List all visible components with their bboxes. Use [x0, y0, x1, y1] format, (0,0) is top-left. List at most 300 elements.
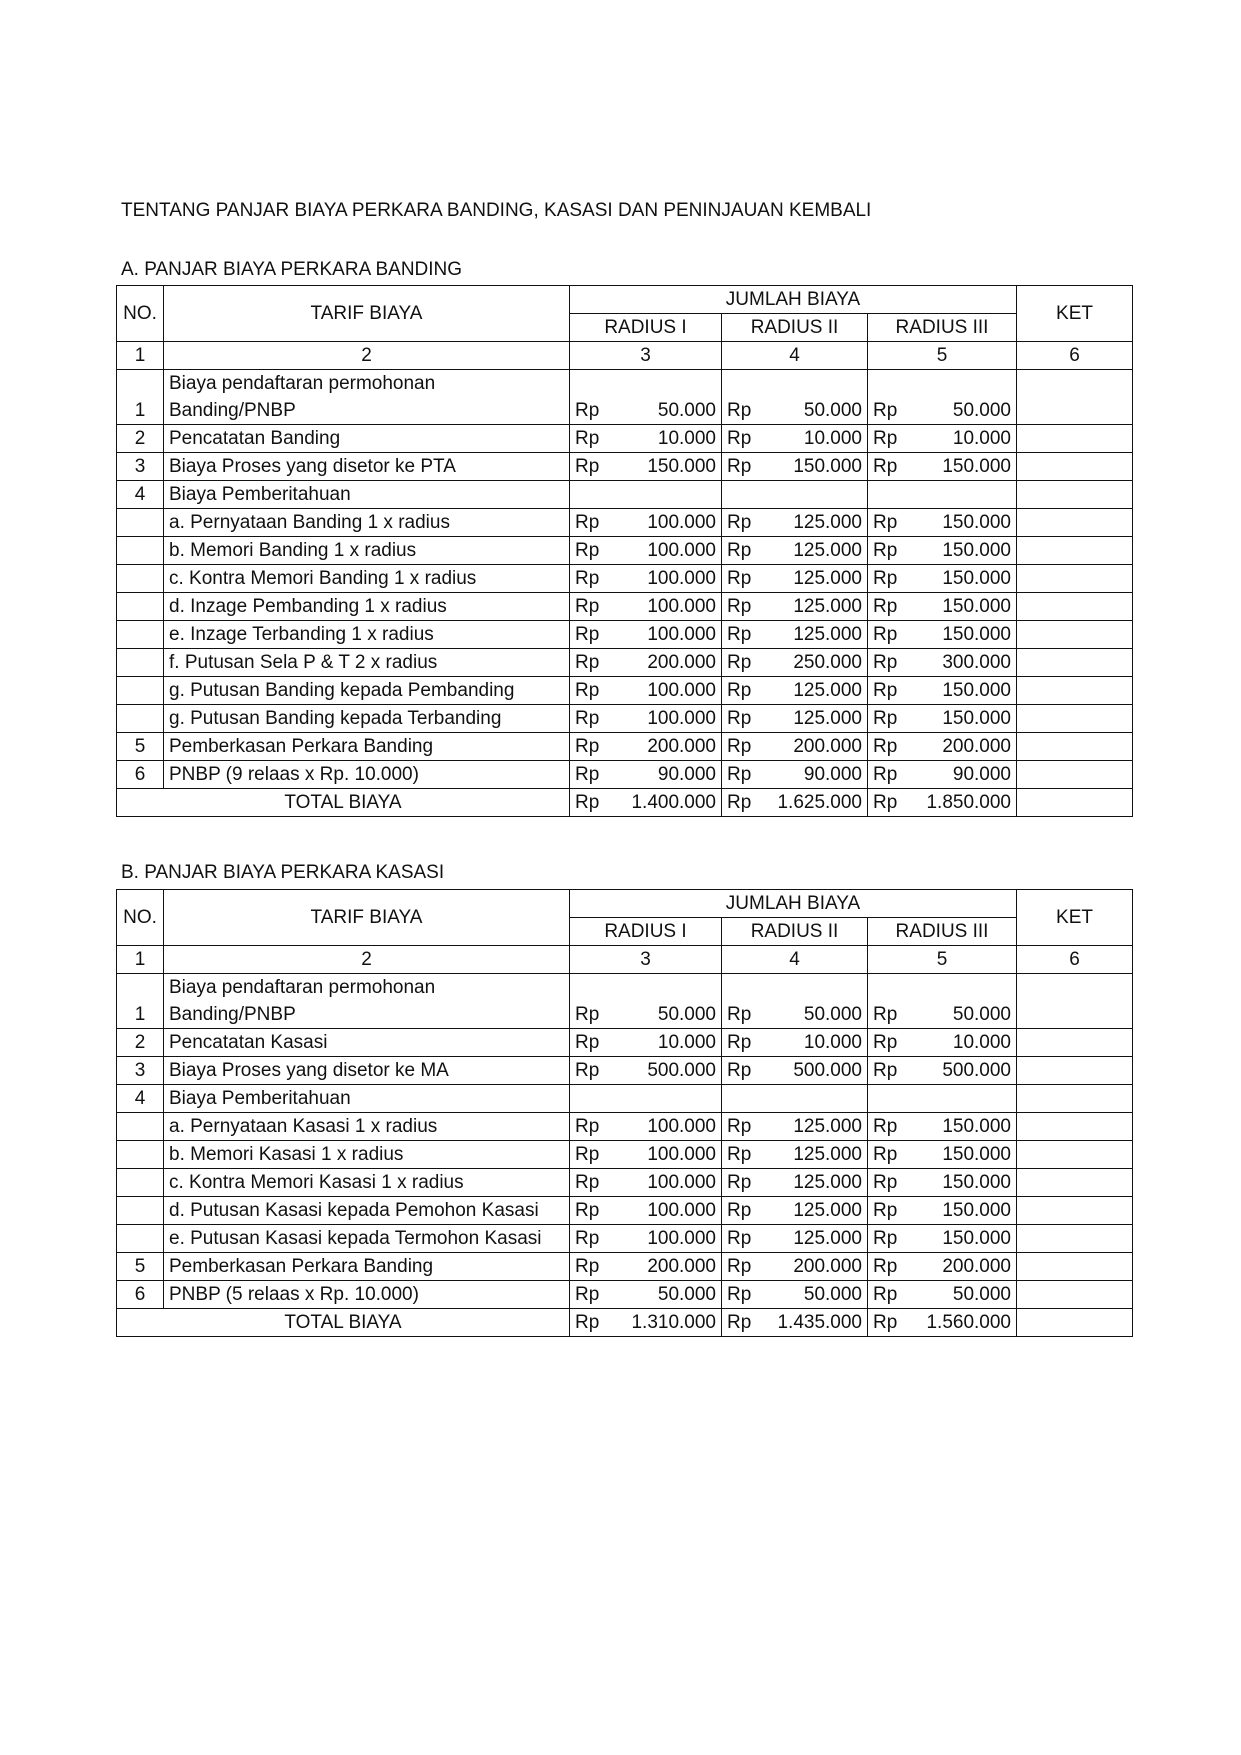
- row-number: [117, 1169, 164, 1197]
- amount-value: 125.000: [793, 1172, 862, 1193]
- row-description: a. Pernyataan Banding 1 x radius: [164, 509, 570, 537]
- amount-value: 200.000: [793, 736, 862, 757]
- amount-cell: [868, 677, 1017, 705]
- amount-value: 100.000: [647, 1200, 716, 1221]
- table-row: [117, 370, 1133, 425]
- ket-cell: [1017, 593, 1133, 621]
- amount-cell: [868, 789, 1017, 817]
- amount-value: 125.000: [793, 1144, 862, 1165]
- amount-value: 300.000: [942, 652, 1011, 673]
- ket-cell: [1017, 705, 1133, 733]
- table-row: [117, 481, 1133, 509]
- currency-label: Rp: [727, 764, 752, 785]
- amount-value: 10.000: [657, 428, 716, 449]
- amount-cell: [868, 425, 1017, 453]
- currency-label: Rp: [575, 764, 600, 785]
- currency-label: Rp: [873, 764, 898, 785]
- amount-value: 150.000: [942, 1116, 1011, 1137]
- amount-value: 10.000: [803, 1032, 862, 1053]
- amount-value: 100.000: [647, 540, 716, 561]
- amount-cell: [570, 1085, 722, 1113]
- amount-value: 1.400.000: [631, 792, 716, 813]
- ket-cell: [1017, 1169, 1133, 1197]
- amount-value: 150.000: [942, 596, 1011, 617]
- currency-label: Rp: [873, 1060, 898, 1081]
- ket-cell: [1017, 621, 1133, 649]
- amount-cell: [868, 1169, 1017, 1197]
- amount-value: 50.000: [952, 400, 1011, 421]
- table-row: [117, 677, 1133, 705]
- table-body: [117, 974, 1133, 1337]
- currency-label: Rp: [727, 400, 752, 421]
- row-description: PNBP (5 relaas x Rp. 10.000): [164, 1281, 570, 1309]
- total-row: [117, 1309, 1133, 1337]
- amount-cell: [722, 649, 868, 677]
- currency-label: Rp: [727, 1032, 752, 1053]
- amount-cell: [722, 370, 868, 425]
- amount-value: 100.000: [647, 1172, 716, 1193]
- row-description: a. Pernyataan Kasasi 1 x radius: [164, 1113, 570, 1141]
- amount-value: 500.000: [942, 1060, 1011, 1081]
- amount-value: 200.000: [793, 1256, 862, 1277]
- amount-value: 1.850.000: [926, 792, 1011, 813]
- amount-value: 150.000: [942, 1200, 1011, 1221]
- header-tarif: TARIF BIAYA: [164, 890, 570, 946]
- col-number: 4: [722, 946, 868, 974]
- ket-cell: [1017, 1309, 1133, 1337]
- amount-value: 100.000: [647, 708, 716, 729]
- row-number: 1: [117, 974, 164, 1029]
- currency-label: Rp: [575, 400, 600, 421]
- ket-cell: [1017, 565, 1133, 593]
- row-description: Biaya Pemberitahuan: [164, 1085, 570, 1113]
- amount-cell: [570, 733, 722, 761]
- currency-label: Rp: [873, 1144, 898, 1165]
- row-description: PNBP (9 relaas x Rp. 10.000): [164, 761, 570, 789]
- amount-cell: [722, 1309, 868, 1337]
- currency-label: Rp: [727, 540, 752, 561]
- table-row: [117, 621, 1133, 649]
- table-header: [117, 286, 1133, 370]
- ket-cell: [1017, 1281, 1133, 1309]
- amount-cell: [570, 1113, 722, 1141]
- amount-value: 50.000: [952, 1284, 1011, 1305]
- currency-label: Rp: [727, 1228, 752, 1249]
- row-number: [117, 509, 164, 537]
- amount-cell: [868, 649, 1017, 677]
- amount-cell: [722, 1253, 868, 1281]
- amount-cell: [570, 1197, 722, 1225]
- currency-label: Rp: [575, 596, 600, 617]
- row-number: [117, 1197, 164, 1225]
- ket-cell: [1017, 509, 1133, 537]
- currency-label: Rp: [873, 792, 898, 813]
- ket-cell: [1017, 1197, 1133, 1225]
- amount-cell: [570, 1225, 722, 1253]
- currency-label: Rp: [575, 1004, 600, 1025]
- row-number: 4: [117, 1085, 164, 1113]
- amount-value: 150.000: [942, 512, 1011, 533]
- amount-cell: [868, 1113, 1017, 1141]
- amount-cell: [570, 974, 722, 1029]
- table-row: [117, 509, 1133, 537]
- row-description: g. Putusan Banding kepada Pembanding: [164, 677, 570, 705]
- col-number: 2: [164, 342, 570, 370]
- row-description: c. Kontra Memori Banding 1 x radius: [164, 565, 570, 593]
- amount-value: 150.000: [942, 708, 1011, 729]
- amount-cell: [722, 1141, 868, 1169]
- currency-label: Rp: [575, 1256, 600, 1277]
- amount-cell: [570, 1057, 722, 1085]
- amount-cell: [570, 1309, 722, 1337]
- header-ket: KET: [1017, 890, 1133, 946]
- ket-cell: [1017, 453, 1133, 481]
- row-number: 2: [117, 425, 164, 453]
- col-number: 6: [1017, 342, 1133, 370]
- amount-value: 1.625.000: [777, 792, 862, 813]
- currency-label: Rp: [873, 1200, 898, 1221]
- section-a-title: A. PANJAR BIAYA PERKARA BANDING: [121, 259, 463, 280]
- currency-label: Rp: [873, 400, 898, 421]
- amount-cell: [570, 1281, 722, 1309]
- amount-value: 150.000: [942, 568, 1011, 589]
- currency-label: Rp: [873, 596, 898, 617]
- row-description: [164, 974, 570, 1029]
- column-number-row: [117, 946, 1133, 974]
- amount-cell: [722, 677, 868, 705]
- currency-label: Rp: [873, 652, 898, 673]
- amount-cell: [722, 565, 868, 593]
- amount-cell: [722, 481, 868, 509]
- amount-value: 150.000: [647, 456, 716, 477]
- currency-label: Rp: [727, 1116, 752, 1137]
- currency-label: Rp: [873, 736, 898, 757]
- ket-cell: [1017, 649, 1133, 677]
- amount-cell: [868, 705, 1017, 733]
- amount-cell: [570, 1169, 722, 1197]
- amount-value: 10.000: [952, 428, 1011, 449]
- amount-cell: [722, 593, 868, 621]
- amount-cell: [570, 481, 722, 509]
- currency-label: Rp: [873, 1116, 898, 1137]
- row-number: 2: [117, 1029, 164, 1057]
- amount-value: 10.000: [803, 428, 862, 449]
- amount-cell: [722, 761, 868, 789]
- currency-label: Rp: [727, 652, 752, 673]
- row-number: 5: [117, 733, 164, 761]
- amount-cell: [722, 621, 868, 649]
- table-body: [117, 370, 1133, 817]
- amount-value: 90.000: [952, 764, 1011, 785]
- amount-value: 1.310.000: [631, 1312, 716, 1333]
- row-number: [117, 677, 164, 705]
- amount-cell: [868, 621, 1017, 649]
- currency-label: Rp: [873, 1172, 898, 1193]
- amount-value: 100.000: [647, 1228, 716, 1249]
- currency-label: Rp: [575, 428, 600, 449]
- row-description: Biaya Proses yang disetor ke PTA: [164, 453, 570, 481]
- currency-label: Rp: [575, 736, 600, 757]
- ket-cell: [1017, 761, 1133, 789]
- currency-label: Rp: [575, 1116, 600, 1137]
- col-number: 1: [117, 946, 164, 974]
- table-row: [117, 649, 1133, 677]
- currency-label: Rp: [873, 1284, 898, 1305]
- amount-cell: [722, 733, 868, 761]
- amount-cell: [868, 974, 1017, 1029]
- amount-value: 150.000: [942, 1228, 1011, 1249]
- ket-cell: [1017, 1225, 1133, 1253]
- row-number: [117, 565, 164, 593]
- currency-label: Rp: [575, 1312, 600, 1333]
- description-line: Biaya pendaftaran permohonan: [169, 373, 436, 394]
- amount-cell: [868, 565, 1017, 593]
- currency-label: Rp: [873, 1228, 898, 1249]
- ket-cell: [1017, 1085, 1133, 1113]
- row-number: [117, 1225, 164, 1253]
- col-number: 1: [117, 342, 164, 370]
- amount-value: 125.000: [793, 512, 862, 533]
- amount-cell: [570, 677, 722, 705]
- amount-cell: [868, 1141, 1017, 1169]
- currency-label: Rp: [575, 540, 600, 561]
- row-number: [117, 1113, 164, 1141]
- amount-cell: [868, 1057, 1017, 1085]
- amount-value: 150.000: [942, 1144, 1011, 1165]
- amount-cell: [722, 1225, 868, 1253]
- header-ket: KET: [1017, 286, 1133, 342]
- table-row: [117, 1169, 1133, 1197]
- amount-cell: [570, 761, 722, 789]
- ket-cell: [1017, 1029, 1133, 1057]
- row-description: f. Putusan Sela P & T 2 x radius: [164, 649, 570, 677]
- amount-value: 125.000: [793, 708, 862, 729]
- row-number: [117, 1141, 164, 1169]
- amount-value: 50.000: [657, 400, 716, 421]
- table-row: [117, 1057, 1133, 1085]
- ket-cell: [1017, 1253, 1133, 1281]
- amount-value: 150.000: [942, 624, 1011, 645]
- amount-cell: [570, 621, 722, 649]
- amount-value: 100.000: [647, 680, 716, 701]
- amount-value: 10.000: [657, 1032, 716, 1053]
- total-row: [117, 789, 1133, 817]
- amount-value: 200.000: [647, 1256, 716, 1277]
- total-label: TOTAL BIAYA: [117, 789, 570, 817]
- amount-cell: [868, 1253, 1017, 1281]
- ket-cell: [1017, 677, 1133, 705]
- amount-value: 50.000: [803, 400, 862, 421]
- amount-cell: [722, 537, 868, 565]
- header-tarif: TARIF BIAYA: [164, 286, 570, 342]
- row-description: d. Putusan Kasasi kepada Pemohon Kasasi: [164, 1197, 570, 1225]
- row-number: [117, 705, 164, 733]
- row-description: [164, 370, 570, 425]
- table-row: [117, 1197, 1133, 1225]
- currency-label: Rp: [873, 512, 898, 533]
- amount-cell: [570, 1141, 722, 1169]
- column-number-row: [117, 342, 1133, 370]
- amount-cell: [722, 1169, 868, 1197]
- amount-value: 100.000: [647, 512, 716, 533]
- table-row: [117, 453, 1133, 481]
- amount-cell: [868, 537, 1017, 565]
- table-row: [117, 425, 1133, 453]
- amount-cell: [868, 1085, 1017, 1113]
- amount-cell: [868, 593, 1017, 621]
- table-row: [117, 1141, 1133, 1169]
- amount-value: 100.000: [647, 1144, 716, 1165]
- currency-label: Rp: [873, 568, 898, 589]
- amount-cell: [868, 733, 1017, 761]
- currency-label: Rp: [727, 1200, 752, 1221]
- ket-cell: [1017, 370, 1133, 425]
- amount-cell: [570, 1253, 722, 1281]
- row-description: Pemberkasan Perkara Banding: [164, 733, 570, 761]
- table-row: [117, 1225, 1133, 1253]
- ket-cell: [1017, 733, 1133, 761]
- row-number: 4: [117, 481, 164, 509]
- amount-cell: [570, 509, 722, 537]
- amount-cell: [722, 1281, 868, 1309]
- amount-value: 200.000: [942, 736, 1011, 757]
- amount-value: 150.000: [793, 456, 862, 477]
- row-number: 5: [117, 1253, 164, 1281]
- row-number: 6: [117, 1281, 164, 1309]
- currency-label: Rp: [727, 1060, 752, 1081]
- currency-label: Rp: [575, 1284, 600, 1305]
- amount-value: 10.000: [952, 1032, 1011, 1053]
- table-row: [117, 1029, 1133, 1057]
- kasasi-fee-table: [116, 889, 1133, 1337]
- amount-cell: [722, 1057, 868, 1085]
- document-title: TENTANG PANJAR BIAYA PERKARA BANDING, KASASI DAN PENINJAUAN KEMBALI: [121, 200, 872, 221]
- amount-value: 100.000: [647, 568, 716, 589]
- currency-label: Rp: [873, 1032, 898, 1053]
- amount-value: 50.000: [803, 1284, 862, 1305]
- amount-value: 150.000: [942, 540, 1011, 561]
- row-number: 3: [117, 1057, 164, 1085]
- amount-value: 125.000: [793, 680, 862, 701]
- currency-label: Rp: [873, 456, 898, 477]
- header-radius-1: RADIUS I: [570, 918, 722, 946]
- row-number: [117, 649, 164, 677]
- header-radius-2: RADIUS II: [722, 918, 868, 946]
- currency-label: Rp: [727, 512, 752, 533]
- amount-cell: [868, 1225, 1017, 1253]
- amount-cell: [722, 1113, 868, 1141]
- currency-label: Rp: [873, 1004, 898, 1025]
- currency-label: Rp: [575, 1228, 600, 1249]
- amount-value: 90.000: [657, 764, 716, 785]
- currency-label: Rp: [873, 624, 898, 645]
- row-number: [117, 593, 164, 621]
- row-number: 6: [117, 761, 164, 789]
- banding-fee-table: [116, 285, 1133, 817]
- col-number: 2: [164, 946, 570, 974]
- amount-value: 500.000: [793, 1060, 862, 1081]
- amount-cell: [570, 649, 722, 677]
- table-header: [117, 890, 1133, 974]
- amount-cell: [570, 593, 722, 621]
- currency-label: Rp: [575, 568, 600, 589]
- amount-cell: [722, 974, 868, 1029]
- currency-label: Rp: [575, 456, 600, 477]
- amount-cell: [722, 1029, 868, 1057]
- ket-cell: [1017, 974, 1133, 1029]
- amount-value: 50.000: [803, 1004, 862, 1025]
- currency-label: Rp: [727, 792, 752, 813]
- amount-value: 125.000: [793, 596, 862, 617]
- amount-value: 1.560.000: [926, 1312, 1011, 1333]
- currency-label: Rp: [727, 708, 752, 729]
- amount-cell: [722, 453, 868, 481]
- amount-value: 125.000: [793, 568, 862, 589]
- amount-value: 125.000: [793, 624, 862, 645]
- row-description: c. Kontra Memori Kasasi 1 x radius: [164, 1169, 570, 1197]
- row-description: g. Putusan Banding kepada Terbanding: [164, 705, 570, 733]
- table-row: [117, 593, 1133, 621]
- table-row: [117, 537, 1133, 565]
- amount-value: 125.000: [793, 1116, 862, 1137]
- row-number: 3: [117, 453, 164, 481]
- amount-value: 125.000: [793, 1228, 862, 1249]
- currency-label: Rp: [575, 624, 600, 645]
- table-row: [117, 974, 1133, 1029]
- currency-label: Rp: [727, 568, 752, 589]
- amount-cell: [570, 705, 722, 733]
- amount-cell: [868, 1281, 1017, 1309]
- table-row: [117, 733, 1133, 761]
- col-number: 6: [1017, 946, 1133, 974]
- currency-label: Rp: [575, 680, 600, 701]
- currency-label: Rp: [575, 652, 600, 673]
- amount-cell: [868, 481, 1017, 509]
- row-description: Pemberkasan Perkara Banding: [164, 1253, 570, 1281]
- amount-cell: [868, 1197, 1017, 1225]
- amount-value: 100.000: [647, 596, 716, 617]
- amount-value: 150.000: [942, 456, 1011, 477]
- ket-cell: [1017, 537, 1133, 565]
- amount-value: 200.000: [647, 736, 716, 757]
- row-description: Pencatatan Kasasi: [164, 1029, 570, 1057]
- amount-cell: [570, 453, 722, 481]
- col-number: 4: [722, 342, 868, 370]
- row-description: d. Inzage Pembanding 1 x radius: [164, 593, 570, 621]
- header-jumlah: JUMLAH BIAYA: [570, 890, 1017, 918]
- currency-label: Rp: [575, 1144, 600, 1165]
- amount-value: 150.000: [942, 1172, 1011, 1193]
- amount-value: 200.000: [647, 652, 716, 673]
- ket-cell: [1017, 481, 1133, 509]
- header-radius-2: RADIUS II: [722, 314, 868, 342]
- amount-cell: [868, 1309, 1017, 1337]
- amount-cell: [570, 370, 722, 425]
- amount-cell: [570, 565, 722, 593]
- amount-cell: [570, 425, 722, 453]
- row-description: b. Memori Kasasi 1 x radius: [164, 1141, 570, 1169]
- table-row: [117, 761, 1133, 789]
- col-number: 3: [570, 946, 722, 974]
- currency-label: Rp: [727, 624, 752, 645]
- amount-value: 100.000: [647, 624, 716, 645]
- description-line: Banding/PNBP: [169, 400, 296, 421]
- currency-label: Rp: [575, 1172, 600, 1193]
- amount-value: 250.000: [793, 652, 862, 673]
- currency-label: Rp: [727, 1312, 752, 1333]
- row-description: e. Putusan Kasasi kepada Termohon Kasasi: [164, 1225, 570, 1253]
- table-row: [117, 705, 1133, 733]
